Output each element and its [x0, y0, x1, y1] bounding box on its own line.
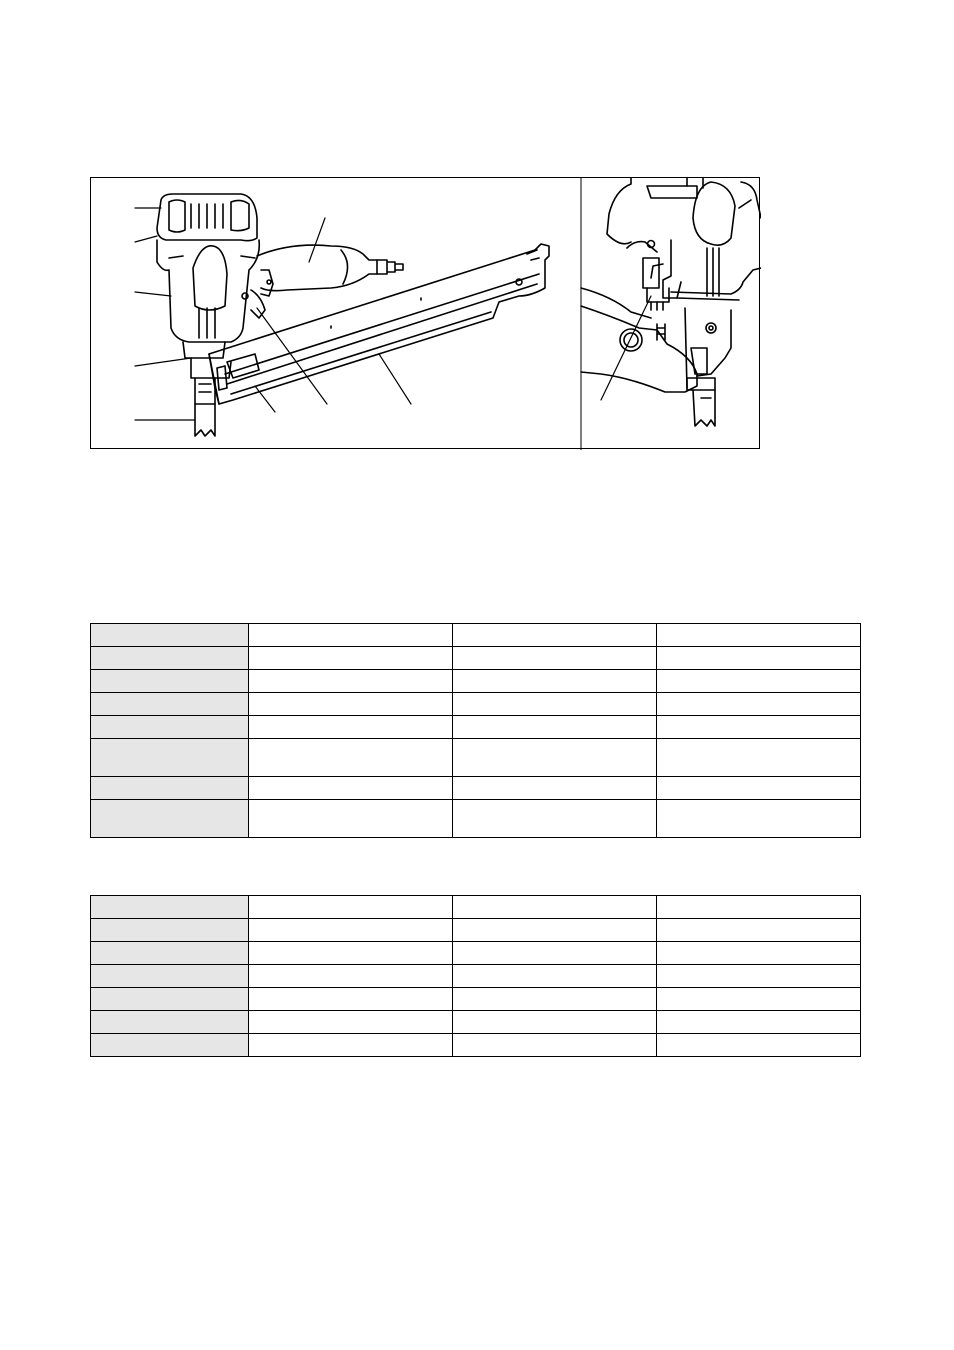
table-cell — [657, 896, 861, 919]
table-cell — [657, 777, 861, 800]
table-cell — [657, 670, 861, 693]
table-row-header — [91, 1011, 249, 1034]
table-row — [91, 716, 861, 739]
table-cell — [453, 693, 657, 716]
table-row — [91, 693, 861, 716]
table-row — [91, 647, 861, 670]
table-cell — [453, 624, 657, 647]
table-row-header — [91, 647, 249, 670]
table-cell — [249, 693, 453, 716]
table-row-header — [91, 670, 249, 693]
table-cell — [453, 716, 657, 739]
table-cell — [453, 988, 657, 1011]
table-cell — [453, 739, 657, 777]
table-cell — [657, 1011, 861, 1034]
tool-illustration-figure — [90, 177, 760, 449]
table-cell — [453, 1011, 657, 1034]
specification-table-2 — [90, 895, 861, 1057]
table-cell — [657, 624, 861, 647]
table-cell — [657, 942, 861, 965]
table-row — [91, 1011, 861, 1034]
table-cell — [453, 777, 657, 800]
table-cell — [657, 1034, 861, 1057]
table-cell — [249, 965, 453, 988]
table-cell — [453, 919, 657, 942]
table-cell — [249, 670, 453, 693]
table-cell — [453, 965, 657, 988]
table-cell — [249, 716, 453, 739]
table-row — [91, 670, 861, 693]
table-cell — [453, 647, 657, 670]
specification-table-1 — [90, 623, 861, 838]
table-cell — [453, 942, 657, 965]
table-row-header — [91, 965, 249, 988]
table-cell — [657, 693, 861, 716]
table-row — [91, 942, 861, 965]
table-row-header — [91, 896, 249, 919]
table-row-header — [91, 988, 249, 1011]
table-row-header — [91, 777, 249, 800]
detail-view — [581, 178, 761, 426]
table-cell — [249, 1034, 453, 1057]
table-row-header — [91, 919, 249, 942]
table-row — [91, 777, 861, 800]
table-row — [91, 988, 861, 1011]
table-cell — [249, 777, 453, 800]
table-cell — [657, 988, 861, 1011]
table-cell — [249, 800, 453, 838]
nailer-drawing — [91, 178, 761, 450]
table-row — [91, 919, 861, 942]
table-row — [91, 1034, 861, 1057]
table-cell — [249, 647, 453, 670]
table-cell — [453, 670, 657, 693]
table-cell — [657, 716, 861, 739]
table-cell — [657, 800, 861, 838]
table-row-header — [91, 716, 249, 739]
main-view — [135, 194, 549, 436]
table-cell — [249, 1011, 453, 1034]
table-cell — [657, 647, 861, 670]
table-row — [91, 896, 861, 919]
table-cell — [453, 896, 657, 919]
table-row — [91, 965, 861, 988]
table-cell — [249, 942, 453, 965]
table-row-header — [91, 693, 249, 716]
table-cell — [657, 965, 861, 988]
table-row-header — [91, 800, 249, 838]
table-cell — [249, 988, 453, 1011]
table-cell — [249, 739, 453, 777]
table-cell — [249, 896, 453, 919]
table-cell — [657, 919, 861, 942]
table-row-header — [91, 624, 249, 647]
table-cell — [249, 624, 453, 647]
table-row-header — [91, 942, 249, 965]
table-row — [91, 800, 861, 838]
table-row-header — [91, 739, 249, 777]
table-cell — [453, 1034, 657, 1057]
table-cell — [657, 739, 861, 777]
table-row-header — [91, 1034, 249, 1057]
table-cell — [249, 919, 453, 942]
table-row — [91, 739, 861, 777]
table-row — [91, 624, 861, 647]
table-cell — [453, 800, 657, 838]
